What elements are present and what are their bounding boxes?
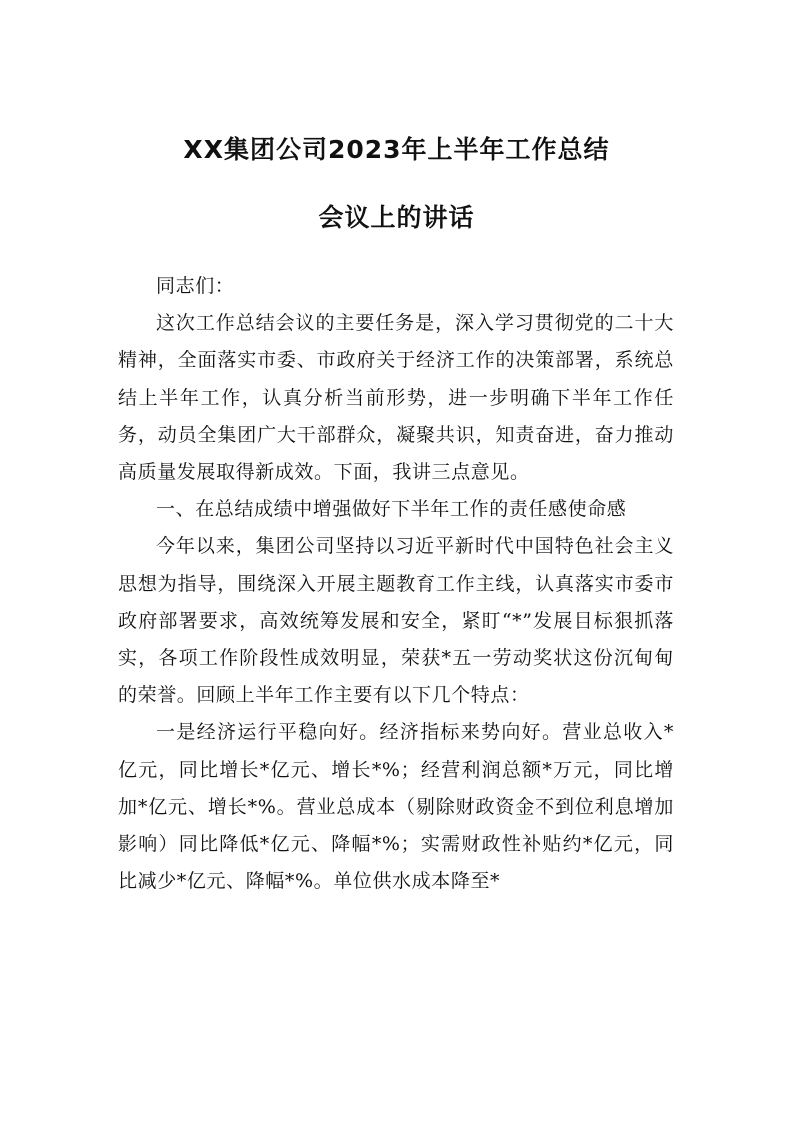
document-title-line-2: 会议上的讲话 xyxy=(318,203,475,232)
section-1-paragraph: 今年以来，集团公司坚持以习近平新时代中国特色社会主义思想为指导，围绕深入开展主题教育工作主线，认真落实市委市政府部署要求，高效统筹发展和安全，紧盯“*”发展目标狠抓落实，各项工作阶段性成效明显，荣获*五一劳动奖状这份沉甸甸的荣誉。回顾上半年工作主要有以下几个特点： xyxy=(118,535,674,707)
section-heading-1: 一、在总结成绩中增强做好下半年工作的责任感使命感 xyxy=(156,498,627,521)
intro-paragraph: 这次工作总结会议的主要任务是，深入学习贯彻党的二十大精神，全面落实市委、市政府关于经济工作的决策部署，系统总结上半年工作，认真分析当前形势，进一步明确下半年工作任务，动员全集团广大干部群众，凝聚共识，知责奋进，奋力推动高质量发展取得新成效。下面，我讲三点意见。 xyxy=(118,312,674,484)
salutation: 同志们： xyxy=(156,275,235,297)
document-title-line-1: XX集团公司2023年上半年工作总结 xyxy=(183,135,610,164)
economic-performance-paragraph: 一是经济运行平稳向好。经济指标来势向好。营业总收入*亿元，同比增长*亿元、增长*%；经营利润总额*万元，同比增加*亿元、增长*%。营业总成本（剔除财政资金不到位利息增加影响）同比降低*亿元、降幅*%；实需财政性补贴约*亿元，同比减少*亿元、降幅*%。单位供水成本降至* xyxy=(118,721,674,893)
document-body xyxy=(118,268,674,900)
